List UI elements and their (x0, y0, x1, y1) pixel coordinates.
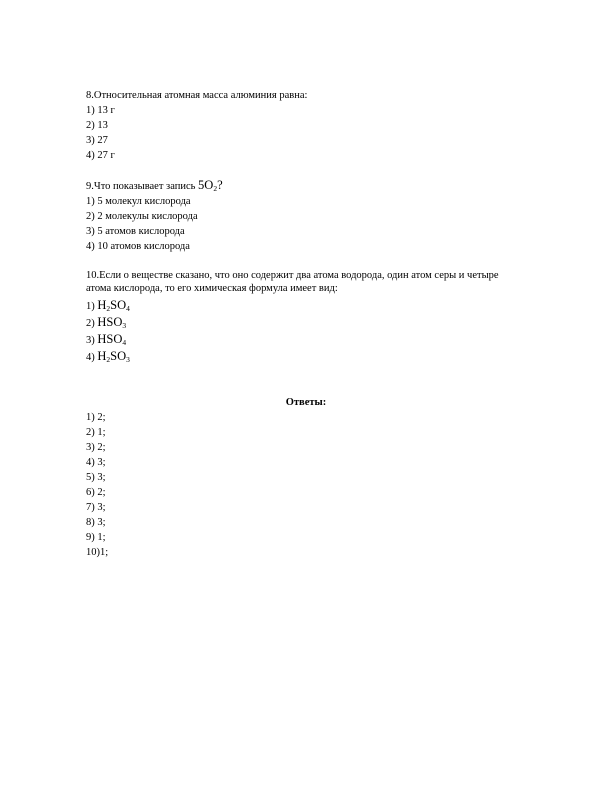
question-8-option-3: 3) 27 (86, 135, 108, 146)
formula (97, 349, 130, 363)
formula-part: H (97, 349, 107, 363)
formula-subscript: 4 (126, 304, 130, 313)
answer-item: 7) 3; (86, 502, 106, 513)
question-9-formula (198, 178, 217, 192)
answer-item: 6) 2; (86, 487, 106, 498)
answer-item: 1) 2; (86, 412, 106, 423)
answer-item: 5) 3; (86, 472, 106, 483)
question-10-option-3 (86, 333, 126, 347)
formula (97, 332, 126, 346)
formula-subscript: 2 (106, 304, 111, 313)
formula-subscript: 4 (122, 338, 127, 347)
formula-part: H (97, 298, 107, 312)
answer-item: 2) 1; (86, 427, 106, 438)
question-9-option-4: 4) 10 атомов кислорода (86, 241, 190, 252)
question-9-option-2: 2) 2 молекулы кислорода (86, 211, 198, 222)
option-number: 1) (86, 301, 98, 312)
formula (97, 315, 126, 329)
answer-item: 3) 2; (86, 442, 106, 453)
option-number: 3) (86, 335, 98, 346)
question-8-option-4: 4) 27 г (86, 150, 115, 161)
formula (97, 298, 130, 312)
question-9-title (86, 179, 223, 193)
formula-subscript: 2 (106, 355, 111, 364)
option-number: 4) (86, 352, 98, 363)
question-9-option-3: 3) 5 атомов кислорода (86, 226, 185, 237)
formula-part: HSO (97, 315, 123, 329)
answer-item: 8) 3; (86, 517, 106, 528)
question-10-option-1 (86, 299, 130, 313)
formula-part: HSO (97, 332, 123, 346)
question-9-title-prefix: 9.Что показывает запись (86, 181, 199, 192)
question-10-option-4 (86, 350, 130, 364)
formula-part: SO (110, 298, 127, 312)
question-10-option-2 (86, 316, 126, 330)
answer-item: 9) 1; (86, 532, 106, 543)
question-10-title-line-2: атома кислорода, то его химическая формула имеет вид: (86, 283, 338, 294)
option-number: 2) (86, 318, 98, 329)
question-8-option-1: 1) 13 г (86, 105, 115, 116)
question-8-option-2: 2) 13 (86, 120, 108, 131)
question-9-formula-main: 5O (198, 178, 214, 192)
question-9-option-1: 1) 5 молекул кислорода (86, 196, 191, 207)
answer-item: 4) 3; (86, 457, 106, 468)
question-10-title-line-1: 10.Если о веществе сказано, что оно содержит два атома водорода, один атом серы и четыре (86, 270, 499, 281)
answers-heading: Ответы: (285, 397, 327, 408)
formula-subscript: 3 (126, 355, 130, 364)
question-9-title-suffix: ? (217, 178, 223, 192)
question-9-formula-sub: 2 (213, 184, 218, 193)
answer-item: 10)1; (86, 547, 109, 558)
question-8-title: 8.Относительная атомная масса алюминия равна: (86, 90, 308, 101)
formula-part: SO (110, 349, 127, 363)
formula-subscript: 3 (122, 321, 127, 330)
